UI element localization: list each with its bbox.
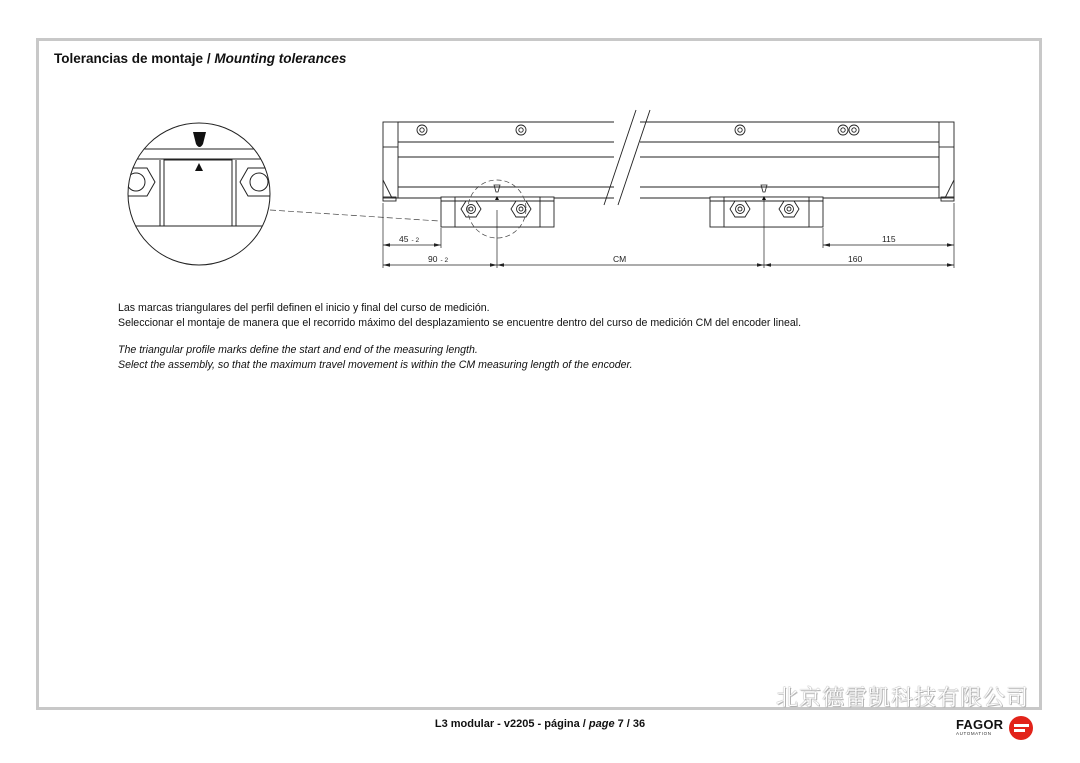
leader-line [270, 210, 470, 223]
reader-head-right [710, 197, 823, 227]
fagor-logo [956, 716, 1003, 734]
dim-cm-label: CM [613, 254, 627, 264]
dim-90-label: 90 - 2 [428, 254, 449, 264]
dim-115-label: 115 [882, 234, 896, 244]
zoom-detail [117, 123, 280, 265]
instructions-en [118, 343, 633, 372]
page-footer [0, 718, 1080, 730]
watermark: 北京德雷凯科技有限公司 [776, 686, 1030, 711]
footer-page-number: 7 / 36 [614, 718, 646, 730]
es-line-2: Seleccionar el montaje de manera que el recorrido máximo del desplazamiento se encuentre dentro del curso de medición CM del encoder lineal. [118, 316, 802, 329]
es-line-1: Las marcas triangulares del perfil definen el inicio y final del curso de medición. [118, 302, 490, 314]
instructions-es [118, 301, 801, 330]
mark-left-icon [494, 185, 500, 192]
logo-sub: AUTOMATION [956, 731, 992, 736]
en-line-2: Select the assembly, so that the maximum travel movement is within the CM measuring length of the encoder. [118, 358, 633, 371]
title-es: Tolerancias de montaje [54, 51, 204, 66]
fagor-logo-icon [1008, 715, 1034, 741]
logo-name: FAGOR [956, 717, 1004, 732]
en-line-1: The triangular profile marks define the start and end of the measuring length. [118, 344, 478, 356]
footer-page-word: page [588, 718, 615, 730]
dim-45-label: 45 - 2 [399, 234, 420, 244]
dim-160-label: 160 [848, 254, 863, 264]
break-gap [614, 110, 640, 205]
mark-right-icon [761, 185, 767, 192]
encoder-profile [383, 122, 954, 201]
reader-head-left [441, 197, 554, 227]
mounting-drawing [0, 0, 1080, 300]
footer-doc: L3 modular - v2205 - página / [434, 718, 589, 730]
title-separator: / [203, 51, 215, 66]
title-en: Mounting tolerances [214, 51, 347, 66]
